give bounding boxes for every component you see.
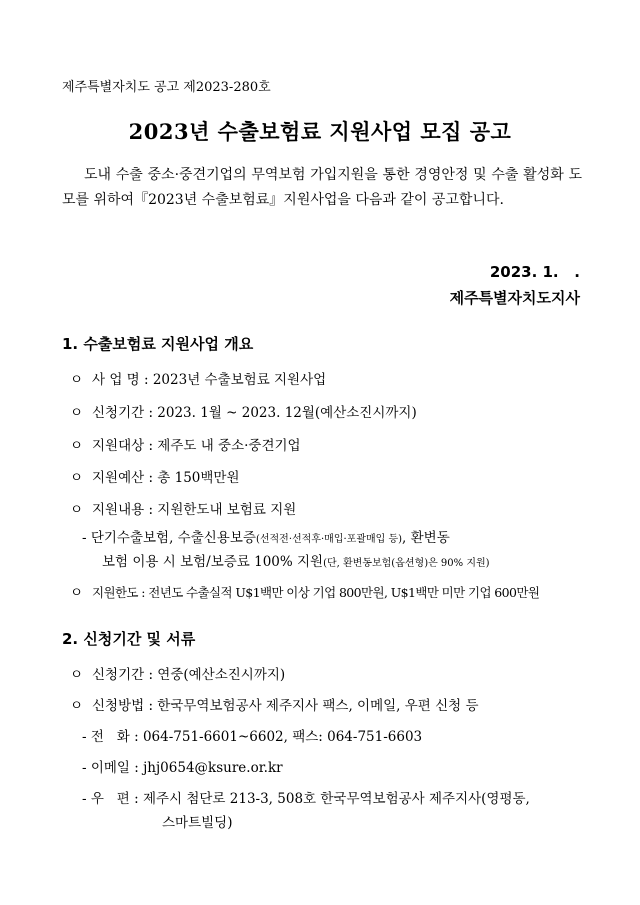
section-1-item: ㅇ 지원내용 : 지원한도내 보험료 지원 [70,502,297,518]
contact-phone: - 전 화 : 064-751-6601~6602, 팩스: 064-751-6603 [82,729,423,745]
section-1-item: ㅇ 지원예산 : 총 150백만원 [70,470,240,486]
contact-mail: - 우 편 : 제주시 첨단로 213-3, 508호 한국무역보험공사 제주지사(영평동, [82,791,530,807]
section-1-item: ㅇ 신청기간 : 2023. 1월 ~ 2023. 12월(예산소진시까지) [70,405,417,421]
notice-number: 제주특별자치도 공고 제2023-280호 [62,80,271,95]
section-1-heading: 1. 수출보험료 지원사업 개요 [62,335,254,353]
intro-text: 도내 수출 중소·중견기업의 무역보험 가입지원을 통한 경영안정 및 수출 활성화 도모를 위하여『2023년 수출보험료』지원사업을 다음과 같이 공고합니다. [62,167,582,208]
support-detail-line-2: 보험 이용 시 보험/보증료 100% 지원(단, 환변동보험(옵션형)은 90% 지원) [102,554,490,570]
section-2-item: ㅇ 신청기간 : 연중(예산소진시까지) [70,667,286,683]
support-limit: ㅇ 지원한도 : 전년도 수출실적 U$1백만 이상 기업 800만원, U$1백만 미만 기업 600만원 [70,585,540,601]
support-detail-line-1: - 단기수출보험, 수출신용보증(선적전·선적후·매입·포괄매입 등), 환변동 [82,530,450,546]
notice-date: 2023. 1. . [489,263,580,281]
contact-email: - 이메일 : jhj0654@ksure.or.kr [82,760,283,776]
contact-mail-cont: 스마트빌딩) [162,815,233,831]
issuer: 제주특별자치도지사 [449,289,580,307]
section-2-item: ㅇ 신청방법 : 한국무역보험공사 제주지사 팩스, 이메일, 우편 신청 등 [70,698,479,714]
intro-paragraph [62,163,582,213]
section-1-item: ㅇ 지원대상 : 제주도 내 중소·중견기업 [70,438,301,454]
page-title: 2023년 수출보험료 지원사업 모집 공고 [128,119,512,144]
section-2-heading: 2. 신청기간 및 서류 [62,630,196,648]
section-1-item: ㅇ 사 업 명 : 2023년 수출보험료 지원사업 [70,372,327,388]
